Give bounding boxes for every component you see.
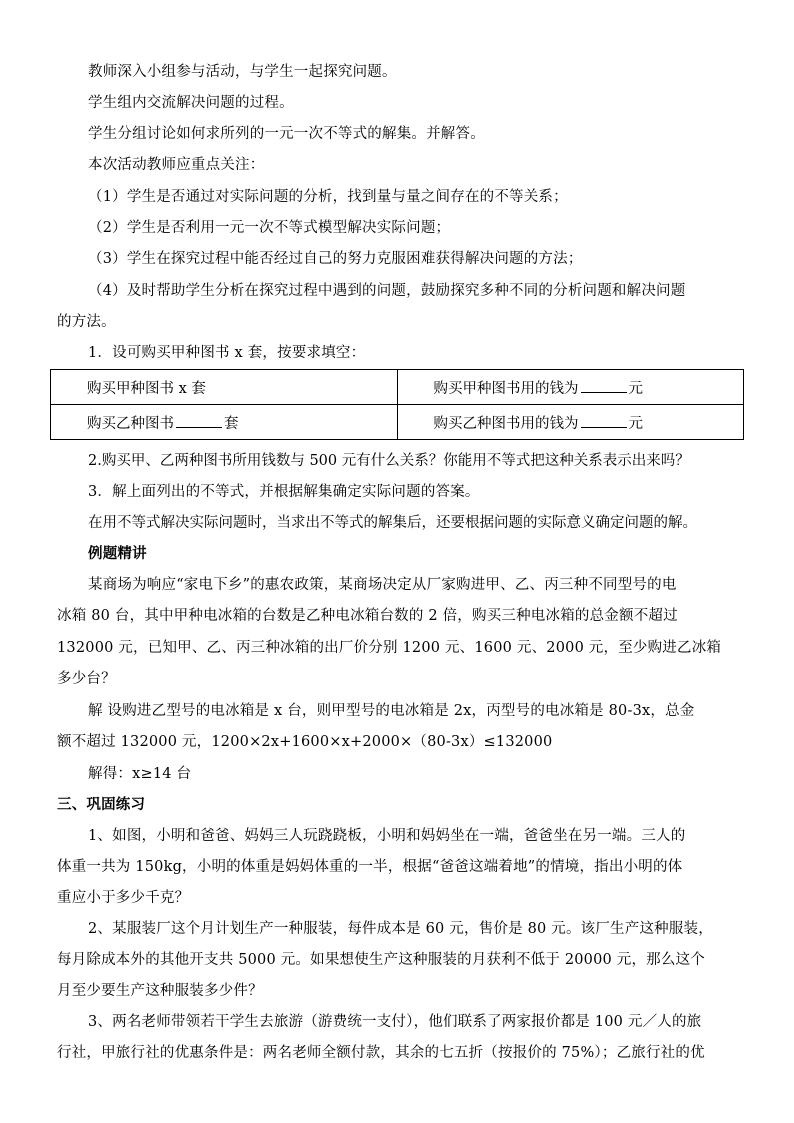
table-cell: [397, 370, 744, 405]
paragraph-line: 本次活动教师应重点关注：: [88, 157, 265, 173]
paragraph-line: 冰箱 80 台，其中甲种电冰箱的台数是乙种电冰箱台数的 2 倍，购买三种电冰箱的总金额不超过: [57, 608, 678, 624]
exercise-line: 3、两名老师带领若干学生去旅游（游费统一支付），他们联系了两家报价都是 100 元／人的旅: [88, 1014, 702, 1030]
list-item: （3）学生在探究过程中能否经过自己的努力克服困难获得解决问题的方法；: [88, 251, 583, 267]
answer-blank[interactable]: [581, 414, 627, 428]
list-item: （2）学生是否利用一元一次不等式模型解决实际问题；: [88, 220, 451, 236]
exercise-line: 每月除成本外的其他开支共 5000 元。如果想使生产这种服装的月获利不低于 20000 元，那么这个: [57, 952, 705, 968]
list-item: （4）及时帮助学生分析在探究过程中遇到的问题，鼓励探究多种不同的分析问题和解决问题: [88, 283, 686, 299]
solution-line: 解得：x≥14 台: [88, 766, 192, 782]
table-cell: [51, 405, 398, 440]
exercise-line: 重应小于多少千克？: [57, 890, 190, 906]
paragraph-line: 在用不等式解决实际问题时，当求出不等式的解集后，还要根据问题的实际意义确定问题的解。: [88, 515, 697, 531]
cell-unit: 元: [628, 415, 643, 432]
exercise-line: 体重一共为 150kg，小明的体重是妈妈体重的一半，根据“爸爸这端着地”的情境，指出小明的体: [57, 859, 683, 875]
question-line: 2.购买甲、乙两种图书所用钱数与 500 元有什么关系？你能用不等式把这种关系表示出来吗？: [88, 453, 690, 469]
paragraph-line: 的方法。: [57, 314, 116, 330]
list-item: （1）学生是否通过对实际问题的分析，找到量与量之间存在的不等关系；: [88, 189, 568, 205]
cell-text: 购买乙种图书用的钱为: [433, 415, 579, 432]
table-cell: [51, 370, 398, 405]
cell-text: 购买甲种图书用的钱为: [433, 380, 579, 397]
cell-unit: 套: [224, 415, 239, 432]
paragraph-line: 132000 元，已知甲、乙、丙三种冰箱的出厂价分别 1200 元、1600 元、2000 元，至少购进乙冰箱: [57, 640, 722, 656]
table-row: [51, 405, 744, 440]
paragraph-line: 多少台？: [57, 671, 116, 687]
question-line: 1．设可购买甲种图书 x 套，按要求填空：: [88, 345, 366, 361]
exercise-line: 行社，甲旅行社的优惠条件是：两名老师全额付款，其余的七五折（按报价的 75%）；乙旅行社的优: [57, 1045, 705, 1061]
answer-blank[interactable]: [176, 414, 222, 428]
cell-text: 购买乙种图书: [87, 415, 174, 432]
solution-line: 解 设购进乙型号的电冰箱是 x 台，则甲型号的电冰箱是 2x，丙型号的电冰箱是 80-3x，总金: [88, 703, 695, 719]
exercise-line: 1、如图，小明和爸爸、妈妈三人玩跷跷板，小明和妈妈坐在一端，爸爸坐在另一端。三人的: [88, 828, 686, 844]
paragraph-line: 学生分组讨论如何求所列的一元一次不等式的解集。并解答。: [88, 126, 485, 142]
table-row: [51, 370, 744, 405]
section-heading: 三、巩固练习: [57, 796, 146, 813]
exercise-line: 2、某服装厂这个月计划生产一种服装，每件成本是 60 元，售价是 80 元。该厂生产这种服装，: [88, 921, 713, 937]
question-line: 3．解上面列出的不等式，并根据解集确定实际问题的答案。: [88, 484, 480, 500]
paragraph-line: 某商场为响应“家电下乡”的惠农政策，某商场决定从厂家购进甲、乙、丙三种不同型号的电: [88, 577, 677, 593]
solution-line: 额不超过 132000 元，1200×2x+1600×x+2000×（80-3x）≤132000: [57, 734, 553, 750]
cell-text: 购买甲种图书 x 套: [87, 380, 206, 397]
answer-blank[interactable]: [581, 379, 627, 393]
cell-unit: 元: [628, 380, 643, 397]
exercise-line: 月至少要生产这种服装多少件？: [57, 983, 263, 999]
section-heading: 例题精讲: [88, 545, 147, 562]
paragraph-line: 教师深入小组参与活动，与学生一起探究问题。: [88, 64, 397, 80]
table-cell: [397, 405, 744, 440]
fill-in-table: [50, 369, 744, 440]
paragraph-line: 学生组内交流解决问题的过程。: [88, 95, 294, 111]
